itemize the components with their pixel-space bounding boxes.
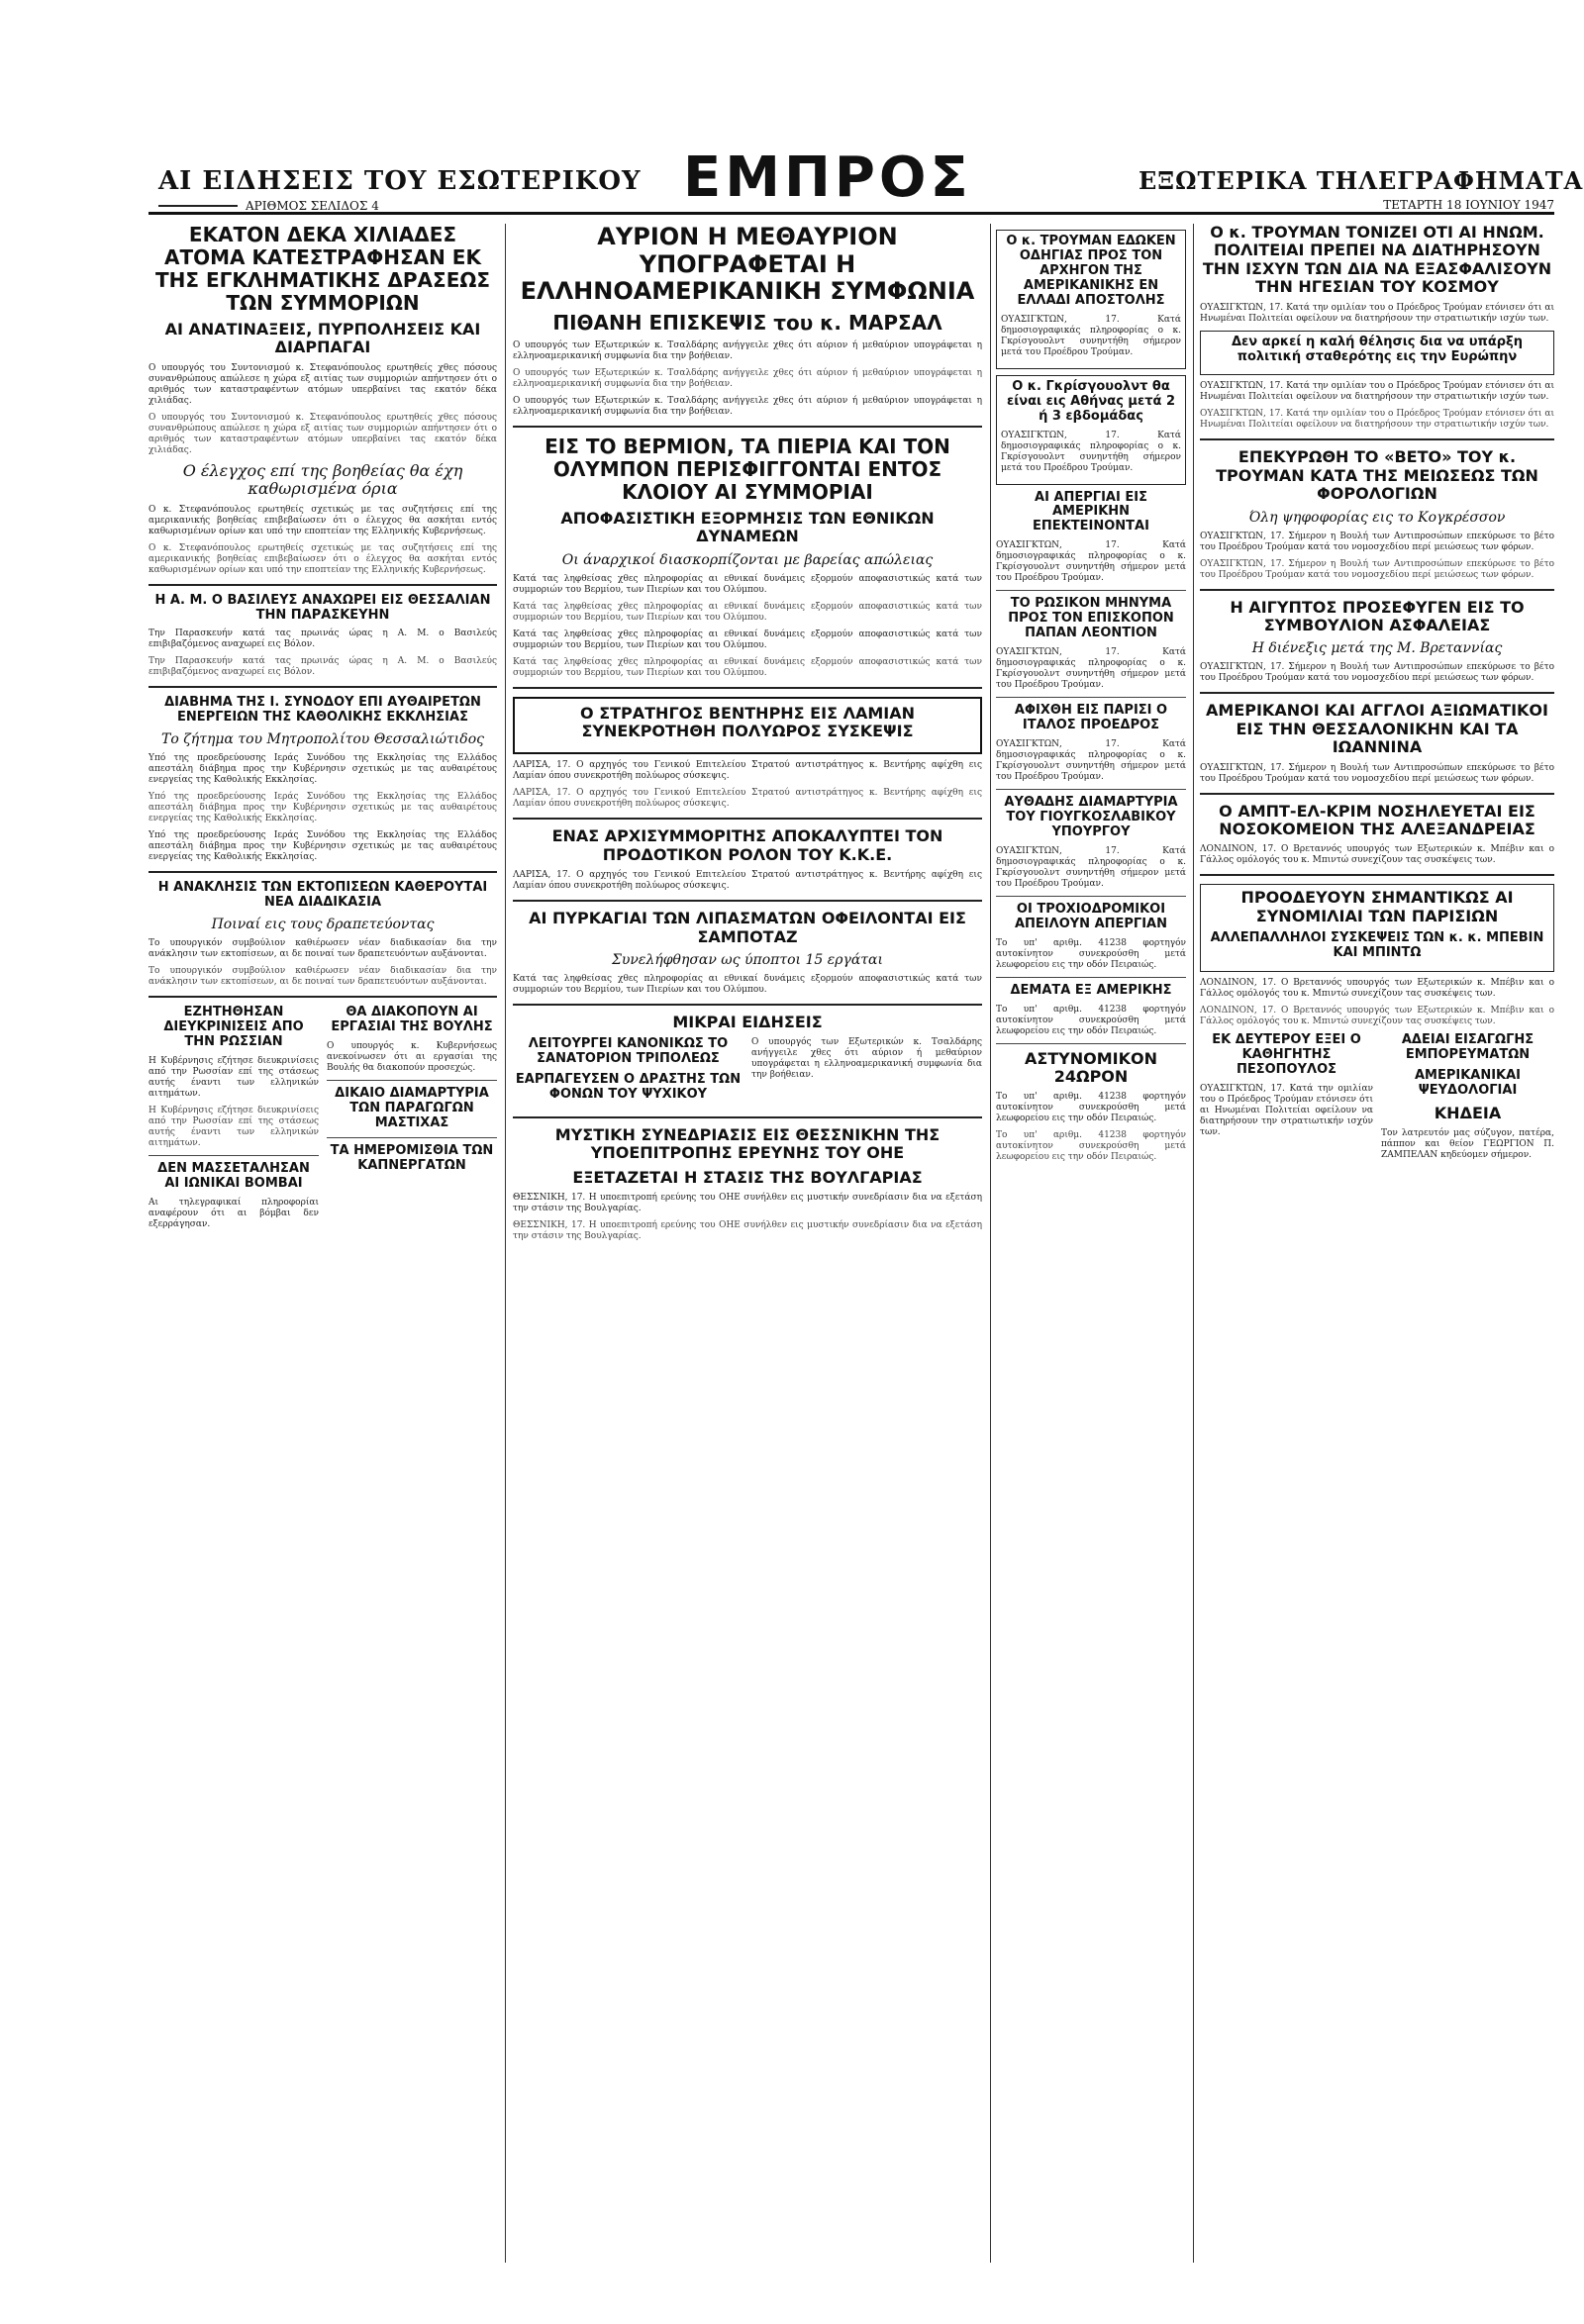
headline: ΑΜΕΡΙΚΑΝΙΚΑΙ ΨΕΥΔΟΛΟΓΙΑΙ <box>1414 1067 1522 1098</box>
article-body: Το υπ' αριθμ. 41238 φορτηγόν αυτοκίνητον συνεκρούσθη μετά λεωφορείου εις την οδόν Πειραιώς. <box>996 937 1186 970</box>
article-body: Το υπουργικόν συμβούλιον καθιέρωσεν νέαν διαδικασίαν δια την ανάκλησιν των εκτοπίσεων, αι δε ποιναί των δραπετευόντων αυξάνονται. <box>148 938 497 960</box>
headline: ΕΑΡΠΑΓΕΥΣΕΝ Ο ΔΡΑΣΤΗΣ ΤΩΝ ΦΟΝΩΝ ΤΟΥ ΨΥΧΙΚΟΥ <box>515 1072 742 1103</box>
headline-main: ΑΥΡΙΟΝ Η ΜΕΘΑΥΡΙΟΝ ΥΠΟΓΡΑΦΕΤΑΙ Η ΕΛΛΗΝΟΑΜΕΡΙΚΑΝΙΚΗ ΣΥΜΦΩΝΙΑ <box>520 223 975 306</box>
headline: Ο έλεγχος επί της βοηθείας θα έχη καθωρισμένα όρια <box>182 460 463 499</box>
subheadline: Οι άναρχικοί διασκορπίζονται με βαρείας απώλειας <box>561 551 934 568</box>
headline: Ο κ. ΤΡΟΥΜΑΝ ΕΔΩΚΕΝ ΟΔΗΓΙΑΣ ΠΡΟΣ ΤΟΝ ΑΡΧΗΓΟΝ ΤΗΣ ΑΜΕΡΙΚΑΝΙΚΗΣ ΕΝ ΕΛΛΑΔΙ ΑΠΟΣΤΟΛΗΣ <box>1006 234 1176 308</box>
article-body: Ο υπουργός των Εξωτερικών κ. Τσαλδάρης ανήγγειλε χθες ότι αύριον ή μεθαύριον υπογράφεται η ελληνοαμερικανική συμφωνία δια την βοήθειαν. <box>513 339 982 361</box>
boxed-story <box>1200 884 1554 972</box>
article-body: ΘΕΣΣΝΙΚΗ, 17. Η υποεπιτροπή ερεύνης του ΟΗΕ συνήλθεν εις μυστικήν συνεδρίασιν δια να εξετάση την στάσιν της Βουλγαρίας. <box>513 1220 982 1242</box>
headline: ΛΕΙΤΟΥΡΓΕΙ ΚΑΝΟΝΙΚΩΣ ΤΟ ΣΑΝΑΤΟΡΙΟΝ ΤΡΙΠΟΛΕΩΣ <box>528 1036 729 1067</box>
article-body: ΟΥΑΣΙΓΚΤΩΝ, 17. Κατά την ομιλίαν του ο Πρόεδρος Τρούμαν ετόνισεν ότι αι Ηνωμέναι Πολιτείαι οφείλουν να διατηρήσουν την στρατιωτικήν ισχύν των. <box>1200 302 1554 324</box>
boxed-story <box>996 230 1186 369</box>
article-body: ΘΕΣΣΝΙΚΗ, 17. Η υποεπιτροπή ερεύνης του ΟΗΕ συνήλθεν εις μυστικήν συνεδρίασιν δια να εξετάση την στάσιν της Βουλγαρίας. <box>513 1193 982 1214</box>
headline: Ο ΣΤΡΑΤΗΓΟΣ ΒΕΝΤΗΡΗΣ ΕΙΣ ΛΑΜΙΑΝ ΣΥΝΕΚΡΟΤΗΘΗ ΠΟΛΥΩΡΟΣ ΣΥΣΚΕΨΙΣ <box>580 703 915 740</box>
article-body: Το υπ' αριθμ. 41238 φορτηγόν αυτοκίνητον συνεκρούσθη μετά λεωφορείου εις την οδόν Πειραιώς. <box>996 1092 1186 1124</box>
column-divider <box>505 224 506 2263</box>
article-body: Την Παρασκευήν κατά τας πρωινάς ώρας η Α. Μ. ο Βασιλεύς επιβιβαζόμενος αναχωρεί εις Βόλον. <box>148 656 497 678</box>
section-title-domestic: ΑΙ ΕΙΔΗΣΕΙΣ ΤΟΥ ΕΣΩΤΕΡΙΚΟΥ <box>158 166 642 196</box>
article-body: Το υπ' αριθμ. 41238 φορτηγόν αυτοκίνητον συνεκρούσθη μετά λεωφορείου εις την οδόν Πειραιώς. <box>996 1004 1186 1036</box>
article-body: ΟΥΑΣΙΓΚΤΩΝ, 17. Κατά την ομιλίαν του ο Πρόεδρος Τρούμαν ετόνισεν ότι αι Ηνωμέναι Πολιτείαι οφείλουν να διατηρήσουν την στρατιωτικήν ισχύν των. <box>1200 1083 1373 1137</box>
masthead-logo: ΕΜΠΡΟΣ <box>683 145 972 210</box>
headline: ΔΕΝ ΜΑΣΣΕΤΑΛΗΣΑΝ ΑΙ ΙΩΝΙΚΑΙ ΒΟΜΒΑΙ <box>157 1161 310 1191</box>
article-body: Κατά τας ληφθείσας χθες πληροφορίας αι εθνικαί δυνάμεις εξορμούν αποφασιστικώς κατά των συμμοριών του Βερμίου, των Πιερίων και του Ολύμπου. <box>513 573 982 595</box>
article-body: Ο κ. Στεφανόπουλος ερωτηθείς σχετικώς με τας συζητήσεις επί της αμερικανικής βοηθείας επιβεβαίωσεν ότι ο έλεγχος θα ασκήται εντός καθωρισμένων ορίων και υπό την εποπτείαν της Ελληνικής Κυβερνήσεως. <box>148 504 497 536</box>
headline: ΠΙΘΑΝΗ ΕΠΙΣΚΕΨΙΣ του κ. ΜΑΡΣΑΛ <box>552 310 942 335</box>
article-body: ΛΑΡΙΣΑ, 17. Ο αρχηγός του Γενικού Επιτελείου Στρατού αντιστράτηγος κ. Βεντήρης αφίχθη εις Λαμίαν όπου συνεκροτήθη πολύωρος σύσκεψις. <box>513 870 982 892</box>
article-body: Κατά τας ληφθείσας χθες πληροφορίας αι εθνικαί δυνάμεις εξορμούν αποφασιστικώς κατά των συμμοριών του Βερμίου, των Πιερίων και του Ολύμπου. <box>513 656 982 678</box>
article-body: Το υπ' αριθμ. 41238 φορτηγόν αυτοκίνητον συνεκρούσθη μετά λεωφορείου εις την οδόν Πειραιώς. <box>996 1130 1186 1163</box>
headline: ΘΑ ΔΙΑΚΟΠΟΥΝ ΑΙ ΕΡΓΑΣΙΑΙ ΤΗΣ ΒΟΥΛΗΣ <box>331 1005 493 1035</box>
headline: ΕΠΕΚΥΡΩΘΗ ΤΟ «ΒΕΤΟ» ΤΟΥ κ. ΤΡΟΥΜΑΝ ΚΑΤΑ ΤΗΣ ΜΕΙΩΣΕΩΣ ΤΩΝ ΦΟΡΟΛΟΓΙΩΝ <box>1216 447 1538 504</box>
article-body: ΛΟΝΔΙΝΟΝ, 17. Ο Βρεταννός υπουργός των Εξωτερικών κ. Μπέβιν και ο Γάλλος ομόλογός του κ. Μπιντώ συνεχίζουν τας συσκέψεις των. <box>1200 978 1554 999</box>
subheadline: ΑΛΛΕΠΑΛΛΗΛΟΙ ΣΥΣΚΕΨΕΙΣ ΤΩΝ κ. κ. ΜΠΕΒΙΝ ΚΑΙ ΜΠΙΝΤΩ <box>1210 930 1544 961</box>
subheadline: Όλη ψηφοφορίας εις το Κογκρέσσον <box>1248 509 1506 526</box>
article-body: Κατά τας ληφθείσας χθες πληροφορίας αι εθνικαί δυνάμεις εξορμούν αποφασιστικώς κατά των συμμοριών του Βερμίου, των Πιερίων και του Ολύμπου. <box>513 601 982 623</box>
page-number-line <box>158 198 594 213</box>
article-body: Ο υπουργός του Συντονισμού κ. Στεφανόπουλος ερωτηθείς χθες πόσους συνανθρώπους απώλεσε η χώρα εξ αιτίας των συμμοριών απήντησεν ότι ο αριθμός των καταστραφέντων ατόμων υπερβαίνει τας εκατόν δέκα χιλιάδας. <box>148 362 497 406</box>
column-main <box>513 224 982 1248</box>
headline: ΑΣΤΥΝΟΜΙΚΟΝ 24ΩΡΟΝ <box>1024 1048 1158 1087</box>
article-body: Η Κυβέρνησις εζήτησε διευκρινίσεις από την Ρωσσίαν επί της στάσεως αυτής έναντι των ελληνικών αιτημάτων. <box>148 1056 319 1099</box>
headline: ΑΜΕΡΙΚΑΝΟΙ ΚΑΙ ΑΓΓΛΟΙ ΑΞΙΩΜΑΤΙΚΟΙ ΕΙΣ ΤΗΝ ΘΕΣΣΑΛΟΝΙΚΗΝ ΚΑΙ ΤΑ ΙΩΑΝΝΙΝΑ <box>1206 701 1548 757</box>
article-body: Υπό της προεδρεύουσης Ιεράς Συνόδου της Εκκλησίας της Ελλάδος απεστάλη διάβημα προς την Κυβέρνησιν σχετικώς με τας αυθαιρέτους ενεργείας της Καθολικής Εκκλησίας. <box>148 792 497 824</box>
section-title-foreign: ΕΞΩΤΕΡΙΚΑ ΤΗΛΕΓΡΑΦΗΜΑΤΑ <box>1138 166 1584 195</box>
headline: Ο κ. ΤΡΟΥΜΑΝ ΤΟΝΙΖΕΙ ΟΤΙ ΑΙ ΗΝΩΜ. ΠΟΛΙΤΕΙΑΙ ΠΡΕΠΕΙ ΝΑ ΔΙΑΤΗΡΗΣΟΥΝ ΤΗΝ ΙΣΧΥΝ ΤΩΝ ΔΙΑ ΝΑ ΕΞΑΣΦΑΛΙΣΟΥΝ ΤΗΝ ΗΓΕΣΙΑΝ ΤΟΥ ΚΟΣΜΟΥ <box>1202 223 1552 297</box>
article-body: Ο υπουργός του Συντονισμού κ. Στεφανόπουλος ερωτηθείς χθες πόσους συνανθρώπους απώλεσε η χώρα εξ αιτίας των συμμοριών απήντησεν ότι ο αριθμός των καταστραφέντων ατόμων υπερβαίνει τας εκατόν δέκα χιλιάδας. <box>148 412 497 455</box>
boxed-headline <box>513 697 982 755</box>
article-body: Την Παρασκευήν κατά τας πρωινάς ώρας η Α. Μ. ο Βασιλεύς επιβιβαζόμενος αναχωρεί εις Βόλον. <box>148 629 497 650</box>
headline: ΑΙ ΑΝΑΤΙΝΑΞΕΙΣ, ΠΥΡΠΟΛΗΣΕΙΣ ΚΑΙ ΔΙΑΡΠΑΓΑΙ <box>164 320 481 357</box>
headline: ΠΡΟΟΔΕΥΟΥΝ ΣΗΜΑΝΤΙΚΩΣ ΑΙ ΣΥΝΟΜΙΛΙΑΙ ΤΩΝ ΠΑΡΙΣΙΩΝ <box>1240 888 1514 925</box>
article-body: ΛΑΡΙΣΑ, 17. Ο αρχηγός του Γενικού Επιτελείου Στρατού αντιστράτηγος κ. Βεντήρης αφίχθη εις Λαμίαν όπου συνεκροτήθη πολύωρος σύσκεψις. <box>513 788 982 810</box>
article-body: ΟΥΑΣΙΓΚΤΩΝ, 17. Κατά δημοσιογραφικάς πληροφορίας ο κ. Γκρίσγουολντ συνηντήθη σήμερον μετά του Προέδρου Τρούμαν. <box>996 540 1186 584</box>
headline: ΔΕΜΑΤΑ ΕΞ ΑΜΕΡΙΚΗΣ <box>1010 982 1172 998</box>
article-body: Υπό της προεδρεύουσης Ιεράς Συνόδου της Εκκλησίας της Ελλάδος απεστάλη διάβημα προς την Κυβέρνησιν σχετικώς με τας αυθαιρέτους ενεργείας της Καθολικής Εκκλησίας. <box>148 830 497 863</box>
headline: ΚΗΔΕΙΑ <box>1434 1103 1502 1122</box>
headline: ΜΙΚΡΑΙ ΕΙΔΗΣΕΙΣ <box>672 1012 823 1031</box>
headline: ΤΟ ΡΩΣΙΚΟΝ ΜΗΝΥΜΑ ΠΡΟΣ ΤΟΝ ΕΠΙΣΚΟΠΟΝ ΠΑΠΑΝ ΛΕΟΝΤΙΟΝ <box>1008 596 1174 641</box>
headline: ΜΥΣΤΙΚΗ ΣΥΝΕΔΡΙΑΣΙΣ ΕΙΣ ΘΕΣΣΝΙΚΗΝ ΤΗΣ ΥΠΟΕΠΙΤΡΟΠΗΣ ΕΡΕΥΝΗΣ ΤΟΥ ΟΗΕ <box>554 1125 940 1163</box>
article-body: Κατά τας ληφθείσας χθες πληροφορίας αι εθνικαί δυνάμεις εξορμούν αποφασιστικώς κατά των συμμοριών του Βερμίου, των Πιερίων και του Ολύμπου. <box>513 629 982 650</box>
column-domestic <box>148 224 497 1236</box>
subheadline: Το ζήτημα του Μητροπολίτου Θεσσαλιώτιδος <box>161 731 484 748</box>
article-body: ΛΑΡΙΣΑ, 17. Ο αρχηγός του Γενικού Επιτελείου Στρατού αντιστράτηγος κ. Βεντήρης αφίχθη εις Λαμίαν όπου συνεκροτήθη πολύωρος σύσκεψις. <box>513 760 982 782</box>
headline: ΕΞΕΤΑΖΕΤΑΙ Η ΣΤΑΣΙΣ ΤΗΣ ΒΟΥΛΓΑΡΙΑΣ <box>572 1167 923 1187</box>
headline: Η ΑΙΓΥΠΤΟΣ ΠΡΟΣΕΦΥΓΕΝ ΕΙΣ ΤΟ ΣΥΜΒΟΥΛΙΟΝ ΑΣΦΑΛΕΙΑΣ <box>1230 597 1525 634</box>
two-column-block <box>1200 1033 1554 1167</box>
article-body: ΛΟΝΔΙΝΟΝ, 17. Ο Βρεταννός υπουργός των Εξωτερικών κ. Μπέβιν και ο Γάλλος ομόλογός του κ. Μπιντώ συνεχίζουν τας συσκέψεις των. <box>1200 844 1554 866</box>
headline: ΑΥΘΑΔΗΣ ΔΙΑΜΑΡΤΥΡΙΑ ΤΟΥ ΓΙΟΥΓΚΟΣΛΑΒΙΚΟΥ ΥΠΟΥΡΓΟΥ <box>1004 795 1178 839</box>
article-body: Ο υπουργός των Εξωτερικών κ. Τσαλδάρης ανήγγειλε χθες ότι αύριον ή μεθαύριον υπογράφεται η ελληνοαμερικανική συμφωνία δια την βοήθειαν. <box>513 395 982 417</box>
article-body: Υπό της προεδρεύουσης Ιεράς Συνόδου της Εκκλησίας της Ελλάδος απεστάλη διάβημα προς την Κυβέρνησιν σχετικώς με τας αυθαιρέτους ενεργείας της Καθολικής Εκκλησίας. <box>148 753 497 786</box>
page-number: ΑΡΙΘΜΟΣ ΣΕΛΙΔΟΣ 4 <box>246 198 379 213</box>
article-body: ΟΥΑΣΙΓΚΤΩΝ, 17. Σήμερον η Βουλή των Αντιπροσώπων επεκύρωσε το βέτο του Προέδρου Τρούμαν κατά του νομοσχεδίου περί μειώσεως των φόρων. <box>1200 762 1554 784</box>
article-body: ΟΥΑΣΙΓΚΤΩΝ, 17. Κατά δημοσιογραφικάς πληροφορίας ο κ. Γκρίσγουολντ συνηντήθη σήμερον μετά του Προέδρου Τρούμαν. <box>996 647 1186 691</box>
headline: ΕΖΗΤΗΘΗΣΑΝ ΔΙΕΥΚΡΙΝΙΣΕΙΣ ΑΠΟ ΤΗΝ ΡΩΣΣΙΑΝ <box>163 1005 304 1050</box>
article-body: Η Κυβέρνησις εζήτησε διευκρινίσεις από την Ρωσσίαν επί της στάσεως αυτής έναντι των ελληνικών αιτημάτων. <box>148 1106 319 1148</box>
article-body: ΟΥΑΣΙΓΚΤΩΝ, 17. Κατά δημοσιογραφικάς πληροφορίας ο κ. Γκρίσγουολντ συνηντήθη σήμερον μετά του Προέδρου Τρούμαν. <box>1001 314 1181 357</box>
article-body: Το υπουργικόν συμβούλιον καθιέρωσεν νέαν διαδικασίαν δια την ανάκλησιν των εκτοπίσεων, αι δε ποιναί των δραπετευόντων αυξάνονται. <box>148 966 497 988</box>
article-body: ΟΥΑΣΙΓΚΤΩΝ, 17. Σήμερον η Βουλή των Αντιπροσώπων επεκύρωσε το βέτο του Προέδρου Τρούμαν κατά του νομοσχεδίου περί μειώσεως των φόρων. <box>1200 662 1554 684</box>
article-body: ΟΥΑΣΙΓΚΤΩΝ, 17. Κατά δημοσιογραφικάς πληροφορίας ο κ. Γκρίσγουολντ συνηντήθη σήμερον μετά του Προέδρου Τρούμαν. <box>1001 430 1181 473</box>
subheadline: Δεν αρκεί η καλή θέλησις δια να υπάρξη πολιτική σταθερότης εις την Ευρώπην <box>1231 334 1523 364</box>
headline: ΔΙΚΑΙΟ ΔΙΑΜΑΡΤΥΡΙΑ ΤΩΝ ΠΑΡΑΓΩΓΩΝ ΜΑΣΤΙΧΑΣ <box>335 1086 489 1130</box>
headline: ΑΠΟΦΑΣΙΣΤΙΚΗ ΕΞΟΡΜΗΣΙΣ ΤΩΝ ΕΘΝΙΚΩΝ ΔΥΝΑΜΕΩΝ <box>560 508 935 546</box>
boxed-subheadline <box>1200 331 1554 376</box>
two-column-block <box>148 1006 497 1236</box>
article-body: Ο υπουργός κ. Κυβερνήσεως ανεκοίνωσεν ότι αι εργασίαι της Βουλής θα διακοπούν προσεχώς. <box>327 1041 497 1074</box>
two-column-block <box>513 1037 982 1109</box>
headline: ΕΙΣ ΤΟ ΒΕΡΜΙΟΝ, ΤΑ ΠΙΕΡΙΑ ΚΑΙ ΤΟΝ ΟΛΥΜΠΟΝ ΠΕΡΙΣΦΙΓΓΟΝΤΑΙ ΕΝΤΟΣ ΚΛΟΙΟΥ ΑΙ ΣΥΜΜΟΡΙΑΙ <box>544 434 950 504</box>
article-body: Κατά τας ληφθείσας χθες πληροφορίας αι εθνικαί δυνάμεις εξορμούν αποφασιστικώς κατά των συμμοριών του Βερμίου, των Πιερίων και του Ολύμπου. <box>513 973 982 995</box>
article-body: ΟΥΑΣΙΓΚΤΩΝ, 17. Κατά δημοσιογραφικάς πληροφορίας ο κ. Γκρίσγουολντ συνηντήθη σήμερον μετά του Προέδρου Τρούμαν. <box>996 739 1186 782</box>
column-divider <box>990 224 991 2263</box>
headline: Η Α. Μ. Ο ΒΑΣΙΛΕΥΣ ΑΝΑΧΩΡΕΙ ΕΙΣ ΘΕΣΣΑΛΙΑΝ ΤΗΝ ΠΑΡΑΣΚΕΥΗΝ <box>154 592 491 623</box>
subheadline: Η διένεξις μετά της Μ. Βρεταννίας <box>1251 640 1503 657</box>
header-rule <box>158 205 238 207</box>
headline: ΔΙΑΒΗΜΑ ΤΗΣ Ι. ΣΥΝΟΔΟΥ ΕΠΙ ΑΥΘΑΙΡΕΤΩΝ ΕΝΕΡΓΕΙΩΝ ΤΗΣ ΚΑΘΟΛΙΚΗΣ ΕΚΚΛΗΣΙΑΣ <box>164 695 481 726</box>
headline: ΑΔΕΙΑΙ ΕΙΣΑΓΩΓΗΣ ΕΜΠΟΡΕΥΜΑΤΩΝ <box>1401 1032 1534 1062</box>
headline: ΕΝΑΣ ΑΡΧΙΣΥΜΜΟΡΙΤΗΣ ΑΠΟΚΑΛΥΠΤΕΙ ΤΟΝ ΠΡΟΔΟΤΙΚΟΝ ΡΟΛΟΝ ΤΟΥ Κ.Κ.Ε. <box>551 826 943 864</box>
article-body: ΟΥΑΣΙΓΚΤΩΝ, 17. Κατά την ομιλίαν του ο Πρόεδρος Τρούμαν ετόνισεν ότι αι Ηνωμέναι Πολιτείαι οφείλουν να διατηρήσουν την στρατιωτικήν ισχύν των. <box>1200 409 1554 431</box>
column-news <box>996 224 1186 1169</box>
article-body: Ο υπουργός των Εξωτερικών κ. Τσαλδάρης ανήγγειλε χθες ότι αύριον ή μεθαύριον υπογράφεται η ελληνοαμερικανική συμφωνία δια την βοήθειαν. <box>513 367 982 389</box>
article-body: Τον λατρευτόν μας σύζυγον, πατέρα, πάππον και θείον ΓΕΩΡΓΙΟΝ Π. ΖΑΜΠΕΛΑΝ κηδεύομεν σήμερον. <box>1381 1128 1554 1161</box>
article-body: ΟΥΑΣΙΓΚΤΩΝ, 17. Κατά δημοσιογραφικάς πληροφορίας ο κ. Γκρίσγουολντ συνηντήθη σήμερον μετά του Προέδρου Τρούμαν. <box>996 845 1186 889</box>
headline: Η ΑΝΑΚΛΗΣΙΣ ΤΩΝ ΕΚΤΟΠΙΣΕΩΝ ΚΑΘΕΡΟΥΤΑΙ ΝΕΑ ΔΙΑΔΙΚΑΣΙΑ <box>157 880 488 911</box>
article-body: Ο υπουργός των Εξωτερικών κ. Τσαλδάρης ανήγγειλε χθες ότι αύριον ή μεθαύριον υπογράφεται η ελληνοαμερικανική συμφωνία δια την βοήθειαν. <box>751 1037 982 1081</box>
subheadline: Συνελήφθησαν ως ύποπτοι 15 εργάται <box>612 951 883 968</box>
article-body: ΛΟΝΔΙΝΟΝ, 17. Ο Βρεταννός υπουργός των Εξωτερικών κ. Μπέβιν και ο Γάλλος ομόλογός του κ. Μπιντώ συνεχίζουν τας συσκέψεις των. <box>1200 1006 1554 1026</box>
headline: ΟΙ ΤΡΟΧΙΟΔΡΟΜΙΚΟΙ ΑΠΕΙΛΟΥΝ ΑΠΕΡΓΙΑΝ <box>1014 901 1167 931</box>
headline: ΤΑ ΗΜΕΡΟΜΙΣΘΙΑ ΤΩΝ ΚΑΠΝΕΡΓΑΤΩΝ <box>330 1142 494 1173</box>
article-body: ΟΥΑΣΙΓΚΤΩΝ, 17. Σήμερον η Βουλή των Αντιπροσώπων επεκύρωσε το βέτο του Προέδρου Τρούμαν κατά του νομοσχεδίου περί μειώσεως των φόρων. <box>1200 558 1554 580</box>
header-divider <box>148 212 1554 215</box>
column-foreign <box>1200 224 1554 1167</box>
headline: ΑΦΙΧΘΗ ΕΙΣ ΠΑΡΙΣΙ Ο ΙΤΑΛΟΣ ΠΡΟΕΔΡΟΣ <box>1014 703 1168 733</box>
boxed-story <box>996 375 1186 485</box>
headline: ΕΚ ΔΕΥΤΕΡΟΥ ΕΞΕΙ Ο ΚΑΘΗΓΗΤΗΣ ΠΕΣΟΠΟΥΛΟΣ <box>1212 1032 1361 1077</box>
headline: Ο κ. Γκρίσγουολντ θα είναι εις Αθήνας μετά 2 ή 3 εβδομάδας <box>1006 378 1176 424</box>
headline: ΕΚΑΤΟΝ ΔΕΚΑ ΧΙΛΙΑΔΕΣ ΑΤΟΜΑ ΚΑΤΕΣΤΡΑΦΗΣΑΝ ΕΚ ΤΗΣ ΕΓΚΛΗΜΑΤΙΚΗΣ ΔΡΑΣΕΩΣ ΤΩΝ ΣΥΜΜΟΡΙΩΝ <box>154 223 491 315</box>
headline: Ο ΑΜΠΤ-ΕΛ-ΚΡΙΜ ΝΟΣΗΛΕΥΕΤΑΙ ΕΙΣ ΝΟΣΟΚΟΜΕΙΟΝ ΤΗΣ ΑΛΕΞΑΝΔΡΕΙΑΣ <box>1219 801 1535 838</box>
column-divider <box>1193 224 1194 2263</box>
article-body: Αι τηλεγραφικαί πληροφορίαι αναφέρουν ότι αι βόμβαι δεν εξερράγησαν. <box>148 1197 319 1229</box>
article-body: ΟΥΑΣΙΓΚΤΩΝ, 17. Κατά την ομιλίαν του ο Πρόεδρος Τρούμαν ετόνισεν ότι αι Ηνωμέναι Πολιτείαι οφείλουν να διατηρήσουν την στρατιωτικήν ισχύν των. <box>1200 381 1554 403</box>
article-body: Ο κ. Στεφανόπουλος ερωτηθείς σχετικώς με τας συζητήσεις επί της αμερικανικής βοηθείας επιβεβαίωσεν ότι ο έλεγχος θα ασκήται εντός καθωρισμένων ορίων και υπό την εποπτείαν της Ελληνικής Κυβερνήσεως. <box>148 542 497 575</box>
headline: ΑΙ ΑΠΕΡΓΙΑΙ ΕΙΣ ΑΜΕΡΙΚΗΝ ΕΠΕΚΤΕΙΝΟΝΤΑΙ <box>1033 489 1149 534</box>
issue-date: ΤΕΤΑΡΤΗ 18 ΙΟΥΝΙΟΥ 1947 <box>1383 198 1554 212</box>
headline: ΑΙ ΠΥΡΚΑΓΙΑΙ ΤΩΝ ΛΙΠΑΣΜΑΤΩΝ ΟΦΕΙΛΟΝΤΑΙ ΕΙΣ ΣΑΜΠΟΤΑΖ <box>529 909 966 946</box>
subheadline: Ποιναί εις τους δραπετεύοντας <box>211 917 435 933</box>
article-body: ΟΥΑΣΙΓΚΤΩΝ, 17. Σήμερον η Βουλή των Αντιπροσώπων επεκύρωσε το βέτο του Προέδρου Τρούμαν κατά του νομοσχεδίου περί μειώσεως των φόρων. <box>1200 531 1554 552</box>
